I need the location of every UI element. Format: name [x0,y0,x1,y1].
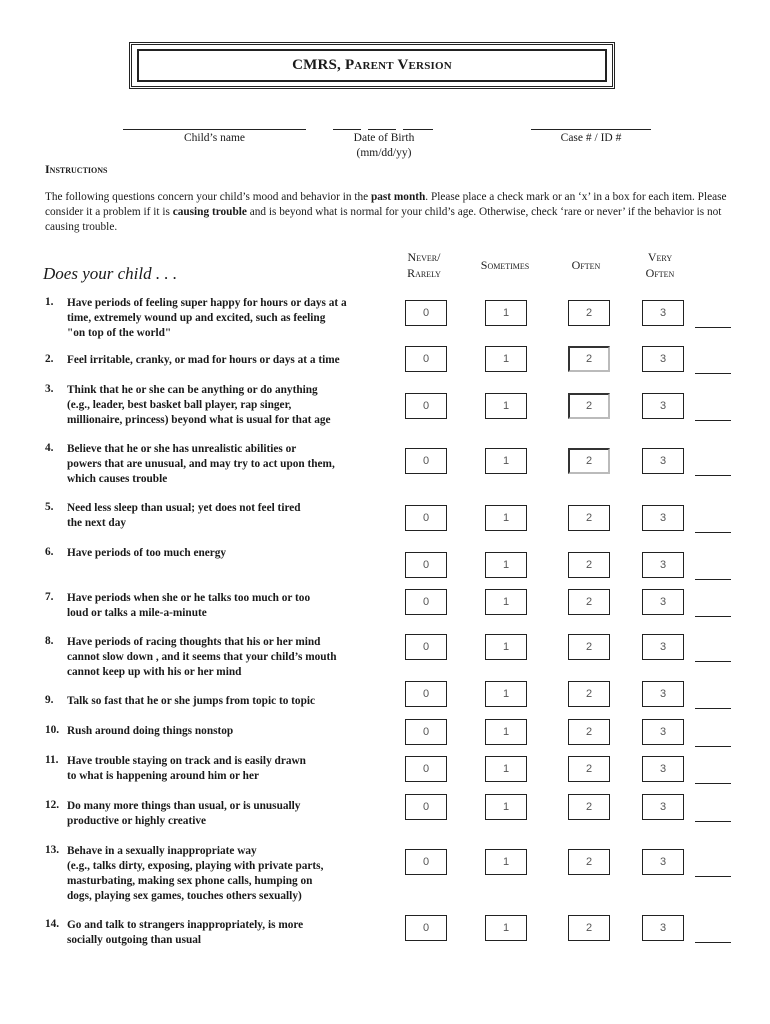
question-text-line: Behave in a sexually inappropriate way [67,845,257,857]
checkbox-never-rarely[interactable]: 0 [405,915,447,941]
question-text [67,296,389,341]
checkbox-often[interactable]: 2 [568,300,610,326]
question-text-line: Think that he or she can be anything or do anything [67,384,318,396]
column-header-never-rarely: Never/ Rarely [407,250,441,280]
score-blank[interactable] [695,373,731,374]
checkbox-never-rarely[interactable]: 0 [405,849,447,875]
question-number: 12. [45,799,60,811]
dob-month-field[interactable] [333,129,361,130]
checkbox-never-rarely[interactable]: 0 [405,448,447,474]
checkbox-never-rarely[interactable]: 0 [405,393,447,419]
question-text-line: Feel irritable, cranky, or mad for hours or days at a time [67,354,340,366]
score-blank[interactable] [695,942,731,943]
question-text-line: "on top of the world" [67,327,172,339]
question-text [67,635,389,680]
score-blank[interactable] [695,821,731,822]
question-text-line: socially outgoing than usual [67,934,202,946]
checkbox-very-often[interactable]: 3 [642,719,684,745]
question-text-line: to what is happening around him or her [67,770,259,782]
checkbox-never-rarely[interactable]: 0 [405,300,447,326]
score-blank[interactable] [695,532,731,533]
checkbox-very-often[interactable]: 3 [642,393,684,419]
question-number: 6. [45,546,54,558]
checkbox-very-often[interactable]: 3 [642,794,684,820]
question-text-line: productive or highly creative [67,815,207,827]
question-text-line: Have trouble staying on track and is easily drawn [67,755,306,767]
checkbox-very-often[interactable]: 3 [642,589,684,615]
checkbox-very-often[interactable]: 3 [642,505,684,531]
checkbox-sometimes[interactable]: 1 [485,448,527,474]
checkbox-often[interactable]: 2 [568,448,610,474]
question-text-line: the next day [67,517,126,529]
question-number: 8. [45,635,54,647]
score-blank[interactable] [695,746,731,747]
score-blank[interactable] [695,876,731,877]
instructions-heading: Instructions [45,162,108,176]
question-text-line: Believe that he or she has unrealistic abilities or [67,443,297,455]
checkbox-often[interactable]: 2 [568,393,610,419]
case-id-field[interactable] [531,129,651,130]
checkbox-often[interactable]: 2 [568,794,610,820]
question-text [67,501,389,531]
checkbox-sometimes[interactable]: 1 [485,794,527,820]
column-header-often: Often [571,258,601,272]
score-blank[interactable] [695,475,731,476]
question-number: 9. [45,694,54,706]
checkbox-often[interactable]: 2 [568,634,610,660]
question-number: 4. [45,442,54,454]
checkbox-very-often[interactable]: 3 [642,634,684,660]
checkbox-often[interactable]: 2 [568,756,610,782]
checkbox-sometimes[interactable]: 1 [485,552,527,578]
dob-label: Date of Birth [353,132,415,144]
checkbox-sometimes[interactable]: 1 [485,634,527,660]
dob-day-field[interactable] [368,129,396,130]
question-number: 14. [45,918,60,930]
question-text-line: Do many more things than usual, or is unusually [67,800,301,812]
checkbox-sometimes[interactable]: 1 [485,756,527,782]
checkbox-often[interactable]: 2 [568,552,610,578]
checkbox-very-often[interactable]: 3 [642,552,684,578]
question-text-line: Have periods of feeling super happy for hours or days at a [67,297,347,309]
checkbox-very-often[interactable]: 3 [642,915,684,941]
checkbox-often[interactable]: 2 [568,849,610,875]
question-number: 5. [45,501,54,513]
question-text [67,546,389,561]
question-text-line: time, extremely wound up and excited, such as feeling [67,312,326,324]
checkbox-never-rarely[interactable]: 0 [405,346,447,372]
question-text-line: powers that are unusual, and may try to act upon them, [67,458,335,470]
score-blank[interactable] [695,783,731,784]
question-text [67,799,389,829]
checkbox-sometimes[interactable]: 1 [485,849,527,875]
score-blank[interactable] [695,579,731,580]
question-number: 2. [45,353,54,365]
column-header-very-often: Very Often [645,250,675,280]
child-name-field[interactable] [123,129,306,130]
score-blank[interactable] [695,661,731,662]
question-text-line: Talk so fast that he or she jumps from topic to topic [67,695,316,707]
checkbox-often[interactable]: 2 [568,346,610,372]
question-number: 13. [45,844,60,856]
question-text-line: Have periods of racing thoughts that his or her mind [67,636,321,648]
checkbox-very-often[interactable]: 3 [642,300,684,326]
checkbox-sometimes[interactable]: 1 [485,300,527,326]
checkbox-never-rarely[interactable]: 0 [405,634,447,660]
question-text [67,353,389,368]
question-text-line: Go and talk to strangers inappropriately, is more [67,919,304,931]
checkbox-very-often[interactable]: 3 [642,346,684,372]
checkbox-often[interactable]: 2 [568,589,610,615]
question-text [67,844,389,904]
question-number: 7. [45,591,54,603]
checkbox-very-often[interactable]: 3 [642,681,684,707]
question-text [67,918,389,948]
checkbox-very-often[interactable]: 3 [642,849,684,875]
dob-year-field[interactable] [403,129,433,130]
question-text-line: Have periods when she or he talks too much or too [67,592,311,604]
question-text-line: Rush around doing things nonstop [67,725,234,737]
checkbox-often[interactable]: 2 [568,719,610,745]
instructions-text: The following questions concern your child’s mood and behavior in the past month. Please place a check mark or an ‘x’ in a box for each item. Please consider it a problem if it is causing trouble and is beyond what is normal for your child’s age. Otherwise, check ‘rare or never’ if the behavior is not causing trouble. [45,191,727,233]
question-text-line: dogs, playing sex games, touches others sexually) [67,890,302,902]
checkbox-never-rarely[interactable]: 0 [405,719,447,745]
score-blank[interactable] [695,327,731,328]
checkbox-sometimes[interactable]: 1 [485,719,527,745]
checkbox-sometimes[interactable]: 1 [485,681,527,707]
question-number: 1. [45,296,54,308]
checkbox-never-rarely[interactable]: 0 [405,505,447,531]
question-text-line: Have periods of too much energy [67,547,227,559]
question-text-line: which causes trouble [67,473,168,485]
checkbox-sometimes[interactable]: 1 [485,505,527,531]
question-text [67,694,389,709]
checkbox-often[interactable]: 2 [568,915,610,941]
question-text-line: (e.g., leader, best basket ball player, rap singer, [67,399,292,411]
question-lead: Does your child . . . [43,264,178,283]
checkbox-very-often[interactable]: 3 [642,448,684,474]
case-id-label: Case # / ID # [560,132,622,144]
question-text [67,724,389,739]
checkbox-never-rarely[interactable]: 0 [405,794,447,820]
checkbox-sometimes[interactable]: 1 [485,393,527,419]
question-text [67,591,389,621]
column-header-sometimes: Sometimes [480,258,530,272]
child-name-label: Child’s name [183,132,245,144]
checkbox-very-often[interactable]: 3 [642,756,684,782]
checkbox-sometimes[interactable]: 1 [485,589,527,615]
question-text-line: loud or talks a mile-a-minute [67,607,207,619]
checkbox-never-rarely[interactable]: 0 [405,756,447,782]
question-number: 10. [45,724,60,736]
question-text-line: cannot keep up with his or her mind [67,666,242,678]
title-frame [129,42,615,89]
score-blank[interactable] [695,420,731,421]
question-text-line: (e.g., talks dirty, exposing, playing with private parts, [67,860,324,872]
question-text [67,754,389,784]
question-text [67,442,389,487]
checkbox-never-rarely[interactable]: 0 [405,681,447,707]
checkbox-sometimes[interactable]: 1 [485,346,527,372]
checkbox-often[interactable]: 2 [568,681,610,707]
checkbox-never-rarely[interactable]: 0 [405,552,447,578]
checkbox-often[interactable]: 2 [568,505,610,531]
dob-format-label: (mm/dd/yy) [356,147,412,159]
question-text-line: cannot slow down , and it seems that your child’s mouth [67,651,337,663]
question-text [67,383,389,428]
checkbox-sometimes[interactable]: 1 [485,915,527,941]
question-text-line: Need less sleep than usual; yet does not feel tired [67,502,301,514]
score-blank[interactable] [695,708,731,709]
question-number: 11. [45,754,59,766]
question-text-line: millionaire, princess) beyond what is usual for that age [67,414,331,426]
form-title: CMRS, Parent Version [137,49,607,82]
question-text-line: masturbating, making sex phone calls, humping on [67,875,313,887]
question-number: 3. [45,383,54,395]
score-blank[interactable] [695,616,731,617]
checkbox-never-rarely[interactable]: 0 [405,589,447,615]
